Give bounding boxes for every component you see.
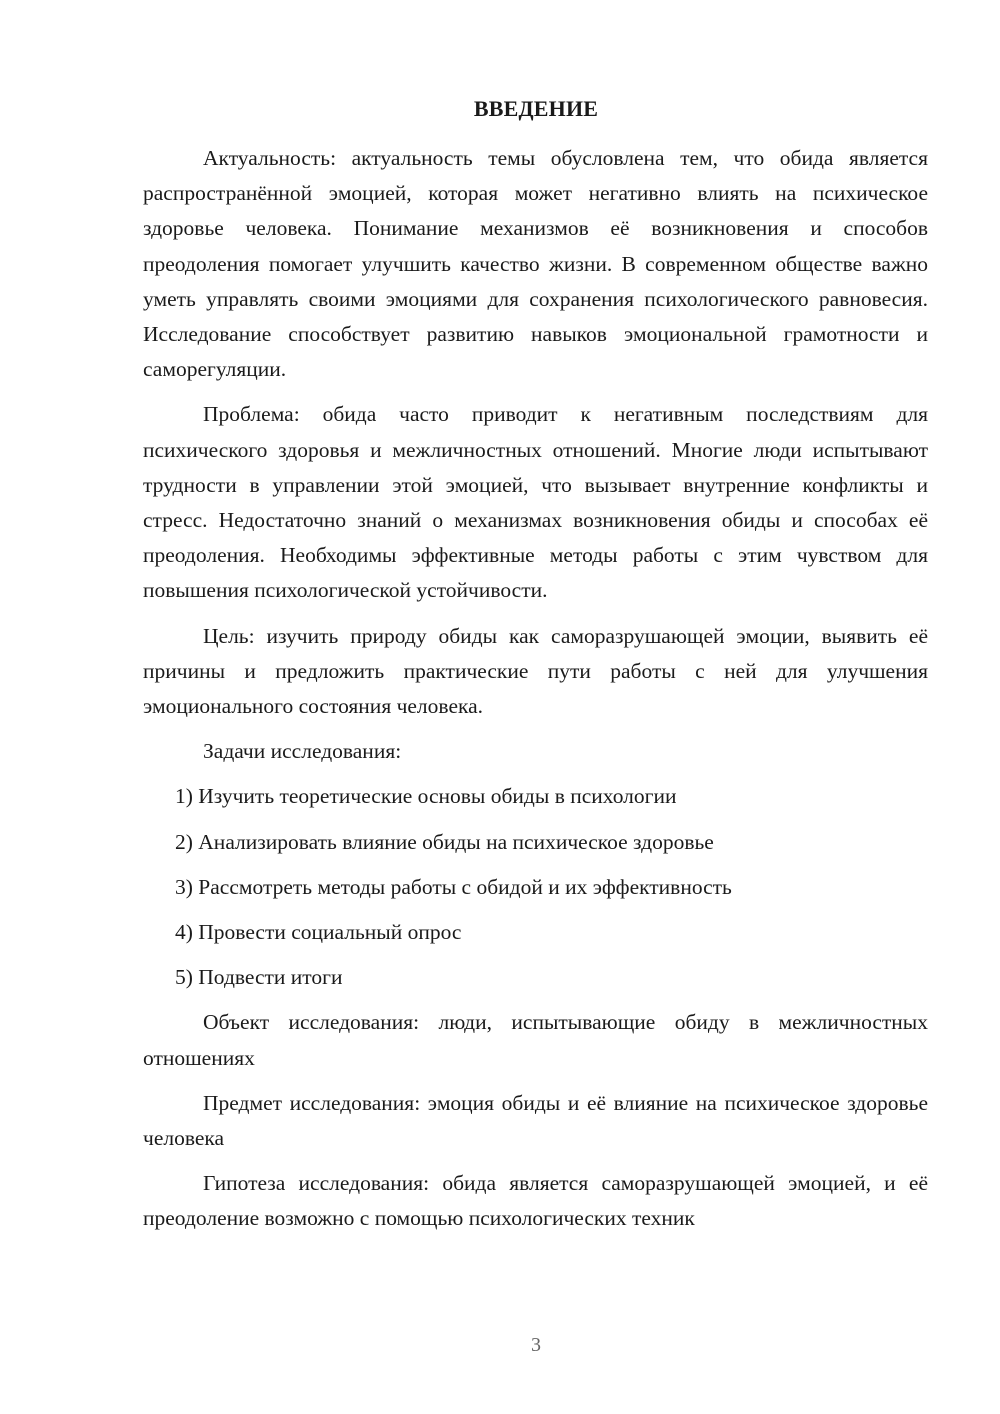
task-item: 4) Провести социальный опрос	[175, 920, 462, 945]
tasks-heading: Задачи исследования:	[203, 739, 402, 764]
document-body	[143, 141, 928, 1247]
task-item: 3) Рассмотреть методы работы с обидой и их эффективность	[175, 874, 732, 899]
task-item: 1) Изучить теоретические основы обиды в психологии	[175, 784, 677, 809]
page-number: 3	[531, 1334, 541, 1356]
goal-paragraph: Цель: изучить природу обиды как саморазрушающей эмоции, выявить её причины и предложить практические пути работы с ней для улучшения эмоционального состояния человека.	[143, 623, 928, 719]
object-paragraph: Объект исследования: люди, испытывающие обиду в межличностных отношениях	[143, 1010, 928, 1070]
page-title: ВВЕДЕНИЕ	[473, 96, 599, 121]
hypothesis-paragraph: Гипотеза исследования: обида является саморазрушающей эмоцией, и её преодоление возможно с помощью психологических техник	[143, 1171, 928, 1231]
relevance-paragraph: Актуальность: актуальность темы обусловлена тем, что обида является распространённой эмоцией, которая может негативно влиять на психическое здоровье человека. Понимание механизмов её возникновения и способов преодоления помогает улучшить качество жизни. В современном обществе важно уметь управлять своими эмоциями для сохранения психологического равновесия. Исследование способствует развитию навыков эмоциональной грамотности и саморегуляции.	[143, 146, 928, 382]
task-list	[143, 779, 928, 995]
task-item: 2) Анализировать влияние обиды на психическое здоровье	[175, 829, 714, 854]
subject-paragraph: Предмет исследования: эмоция обиды и её влияние на психическое здоровье человека	[143, 1090, 928, 1151]
problem-paragraph: Проблема: обида часто приводит к негативным последствиям для психического здоровья и межличностных отношений. Многие люди испытывают трудности в управлении этой эмоцией, что вызывает внутренние конфликты и стресс. Недостаточно знаний о механизмах возникновения обиды и способах её преодоления. Необходимы эффективные методы работы с этим чувством для повышения психологической устойчивости.	[143, 402, 928, 603]
task-item: 5) Подвести итоги	[175, 965, 343, 990]
